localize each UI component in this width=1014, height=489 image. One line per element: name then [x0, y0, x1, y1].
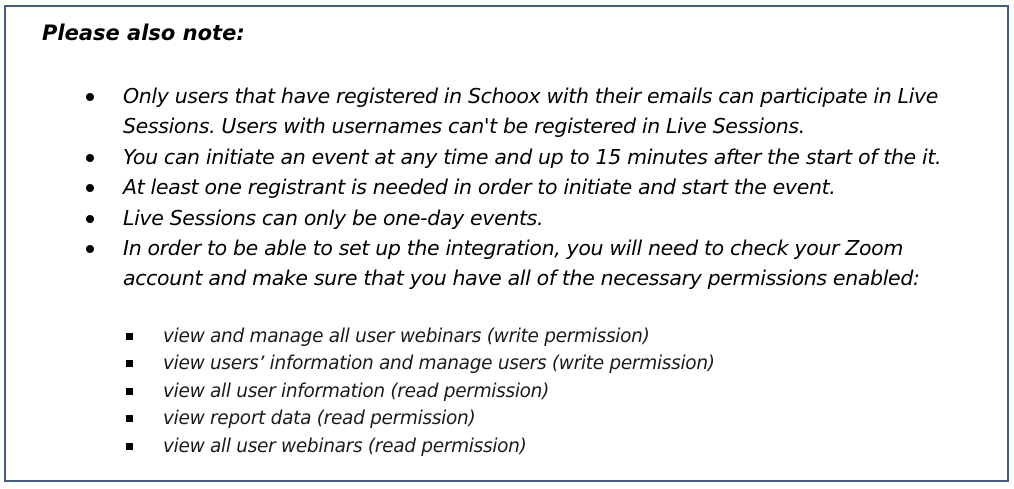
- square-bullet-icon: [126, 388, 133, 395]
- note-bullet-one-day-events: [6, 203, 1007, 233]
- bullet-dot-icon: [86, 154, 94, 162]
- bullet-dot-icon: [86, 215, 94, 223]
- bullet-text-line: Only users that have registered in Schoox with their emails can participate in Live: [123, 84, 939, 108]
- note-bullet-registrant-needed: [6, 172, 1007, 202]
- square-bullet-icon: [126, 333, 133, 340]
- permission-item: [6, 323, 1007, 350]
- square-bullet-icon: [126, 415, 133, 422]
- bullet-dot-icon: [86, 184, 94, 192]
- note-box: [4, 5, 1009, 482]
- note-bullet-zoom-permissions: [6, 233, 1007, 294]
- permission-text: view report data (read permission): [163, 408, 476, 430]
- bullet-text-line: account and make sure that you have all of the necessary permissions enabled:: [123, 266, 920, 291]
- bullet-text-line: In order to be able to set up the integration, you will need to check your Zoom: [123, 236, 903, 261]
- permission-item: [6, 350, 1007, 377]
- bullet-dot-icon: [86, 93, 94, 101]
- square-bullet-icon: [126, 443, 133, 450]
- permission-item: [6, 405, 1007, 432]
- note-bullet-registered-users: [6, 81, 1007, 142]
- bullet-text-line: At least one registrant is needed in order to initiate and start the event.: [123, 175, 836, 200]
- permission-item: [6, 378, 1007, 405]
- permission-text: view all user information (read permission): [163, 380, 550, 402]
- permission-text: view and manage all user webinars (write permission): [163, 326, 650, 347]
- permission-text: view users’ information and manage users (write permission): [163, 353, 715, 375]
- permission-list: [6, 323, 1007, 460]
- bullet-text-line: Sessions. Users with usernames can't be registered in Live Sessions.: [123, 114, 805, 139]
- permission-item: [6, 433, 1007, 460]
- note-bullet-initiate-event: [6, 142, 1007, 172]
- square-bullet-icon: [126, 360, 133, 367]
- permission-text: view all user webinars (read permission): [163, 435, 527, 457]
- note-title: Please also note:: [42, 21, 245, 45]
- bullet-text-line: You can initiate an event at any time and up to 15 minutes after the start of the it.: [123, 144, 942, 169]
- note-bullet-list: [6, 81, 1007, 294]
- bullet-text-line: Live Sessions can only be one-day events.: [123, 205, 544, 230]
- bullet-dot-icon: [86, 245, 94, 253]
